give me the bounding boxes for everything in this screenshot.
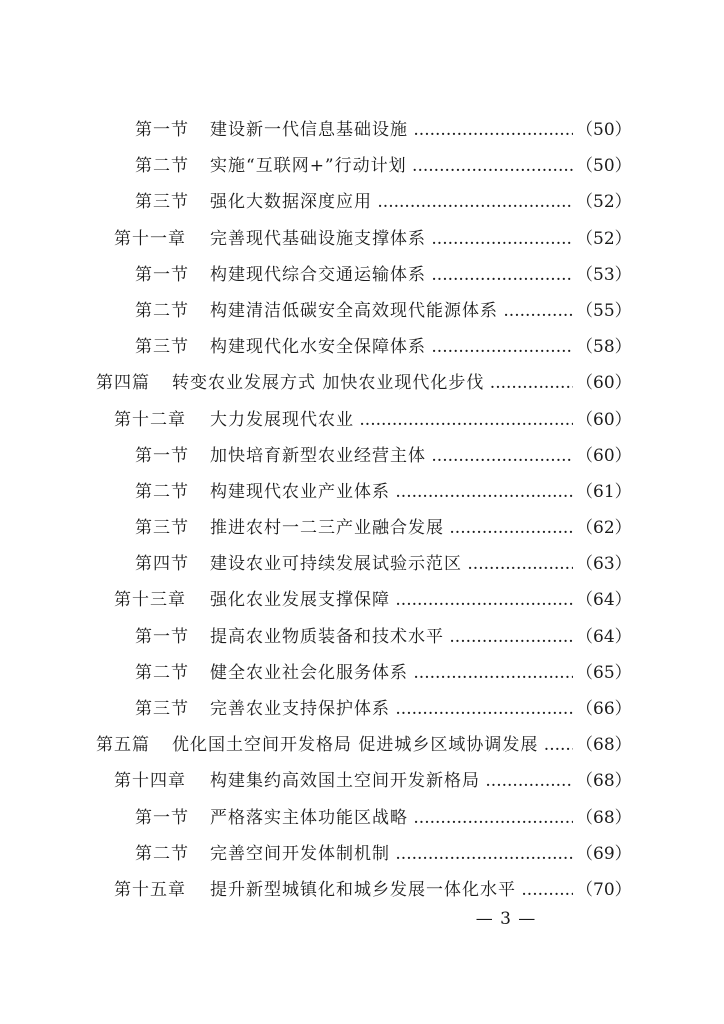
toc-entry-label: 第四节 [135, 554, 189, 575]
toc-entry-label: 第二节 [135, 481, 189, 502]
toc-entry-label: 第十五章 [114, 879, 186, 900]
toc-entry[interactable] [0, 365, 724, 401]
toc-entry-title: 强化农业发展支撑保障 ..... [210, 582, 573, 618]
toc-entry-title: 加快培育新型农业经营主体 ..... [210, 438, 573, 474]
toc-entry[interactable] [0, 582, 724, 618]
toc-entry-label: 第一节 [135, 120, 189, 140]
toc-entry-title: 构建集约高效国土空间开发新格局 ..... [210, 763, 573, 799]
toc-entry-page: （ 61 ） [576, 474, 624, 510]
toc-entry-page: （ 60 ） [576, 438, 624, 474]
toc-entry-label: 第一节 [135, 264, 189, 285]
toc-entry[interactable] [0, 329, 724, 365]
toc-entry-label: 第五篇 [96, 735, 150, 756]
toc-entry-label: 第二节 [135, 300, 189, 321]
toc-entry[interactable] [0, 293, 724, 329]
toc-entry-page: （ 69 ） [576, 836, 624, 872]
toc-entry-title: 建设农业可持续发展试验示范区 ..... [210, 546, 573, 582]
toc-entry-page: （ 50 ） [576, 112, 624, 148]
toc-entry[interactable] [0, 402, 724, 438]
toc-entry-title: 完善农业支持保护体系 ..... [210, 691, 573, 727]
toc-entry-page: （ 70 ） [576, 872, 624, 908]
toc-entry[interactable] [0, 438, 724, 474]
toc-entry-title: 严格落实主体功能区战略 ..... [210, 800, 573, 836]
toc-entry-page: （ 50 ） [576, 148, 624, 184]
toc-entry-label: 第十四章 [114, 771, 186, 792]
toc-entry-page: （ 63 ） [576, 546, 624, 582]
toc-entry-page: （ 64 ） [576, 582, 624, 618]
toc-entry-title: 大力发展现代农业 ..... [210, 402, 573, 438]
toc-entry[interactable] [0, 221, 724, 257]
toc-entry-title: 提高农业物质装备和技术水平 ..... [210, 619, 573, 655]
toc-entry[interactable] [0, 727, 724, 763]
toc-entry-label: 第十二章 [114, 409, 186, 430]
toc-entry[interactable] [0, 546, 724, 582]
toc-entry-label: 第二节 [135, 843, 189, 864]
toc-entry[interactable] [0, 800, 724, 836]
toc-entry-page: （ 53 ） [576, 257, 624, 293]
toc-entry-page: （ 55 ） [576, 293, 624, 329]
toc-entry-title: 强化大数据深度应用 ..... [210, 184, 573, 220]
toc-entry-page: （ 65 ） [576, 655, 624, 691]
toc-entry-title: 推进农村一二三产业融合发展 ..... [210, 510, 573, 546]
toc-entry[interactable] [0, 474, 724, 510]
toc-entry-page: （ 52 ） [576, 184, 624, 220]
toc-entry-page: （ 52 ） [576, 221, 624, 257]
toc-entry-title: 构建现代农业产业体系 ..... [210, 474, 573, 510]
toc-entry-page: （ 66 ） [576, 691, 624, 727]
toc-entry-title: 完善现代基础设施支撑体系 ..... [210, 221, 573, 257]
toc-entry-page: （ 60 ） [576, 402, 624, 438]
toc-entry-page: （ 60 ） [576, 365, 624, 401]
toc-entry[interactable] [0, 655, 724, 691]
toc-entry[interactable] [0, 763, 724, 799]
toc-entry-page: （ 64 ） [576, 619, 624, 655]
toc-entry-label: 第十一章 [114, 228, 186, 249]
toc-entry-page: （ 62 ） [576, 510, 624, 546]
toc-entry-title: 优化国土空间开发格局 促进城乡区域协调发展 ..... [172, 727, 573, 763]
toc-entry-title: 健全农业社会化服务体系 ..... [210, 655, 573, 691]
toc-entry-label: 第三节 [135, 192, 189, 213]
toc-entry-title: 构建现代化水安全保障体系 ..... [210, 329, 573, 365]
toc-entry-title: 完善空间开发体制机制 ..... [210, 836, 573, 872]
toc-entry-label: 第二节 [135, 156, 189, 177]
toc-entry[interactable] [0, 691, 724, 727]
table-of-contents [0, 112, 724, 908]
toc-entry-title: 建设新一代信息基础设施 ..... [210, 112, 573, 148]
toc-entry-page: （ 68 ） [576, 727, 624, 763]
toc-entry[interactable] [0, 184, 724, 220]
toc-entry[interactable] [0, 510, 724, 546]
toc-entry[interactable] [0, 836, 724, 872]
toc-entry-page: （ 58 ） [576, 329, 624, 365]
toc-entry-label: 第三节 [135, 337, 189, 358]
toc-entry-page: （ 68 ） [576, 800, 624, 836]
toc-entry-label: 第四篇 [96, 373, 150, 394]
toc-entry-label: 第一节 [135, 626, 189, 647]
toc-entry-title: 提升新型城镇化和城乡发展一体化水平 ..... [210, 872, 573, 908]
toc-entry-page: （ 68 ） [576, 763, 624, 799]
toc-entry[interactable] [0, 148, 724, 184]
toc-entry-title: 构建现代综合交通运输体系 ..... [210, 257, 573, 293]
toc-entry-label: 第一节 [135, 807, 189, 828]
toc-entry-label: 第十三章 [114, 590, 186, 611]
toc-entry-title: 转变农业发展方式 加快农业现代化步伐 ..... [172, 365, 573, 401]
toc-entry-title: 构建清洁低碳安全高效现代能源体系 ..... [210, 293, 573, 329]
toc-entry[interactable] [0, 872, 724, 908]
toc-entry-label: 第一节 [135, 445, 189, 466]
toc-entry-label: 第三节 [135, 699, 189, 719]
toc-entry[interactable] [0, 112, 724, 148]
toc-entry[interactable] [0, 619, 724, 655]
page-number: — 3 — [475, 909, 537, 929]
toc-entry-label: 第二节 [135, 662, 189, 683]
toc-entry[interactable] [0, 257, 724, 293]
toc-entry-title: 实施“互联网+”行动计划 ..... [210, 148, 573, 184]
toc-entry-label: 第三节 [135, 518, 189, 539]
